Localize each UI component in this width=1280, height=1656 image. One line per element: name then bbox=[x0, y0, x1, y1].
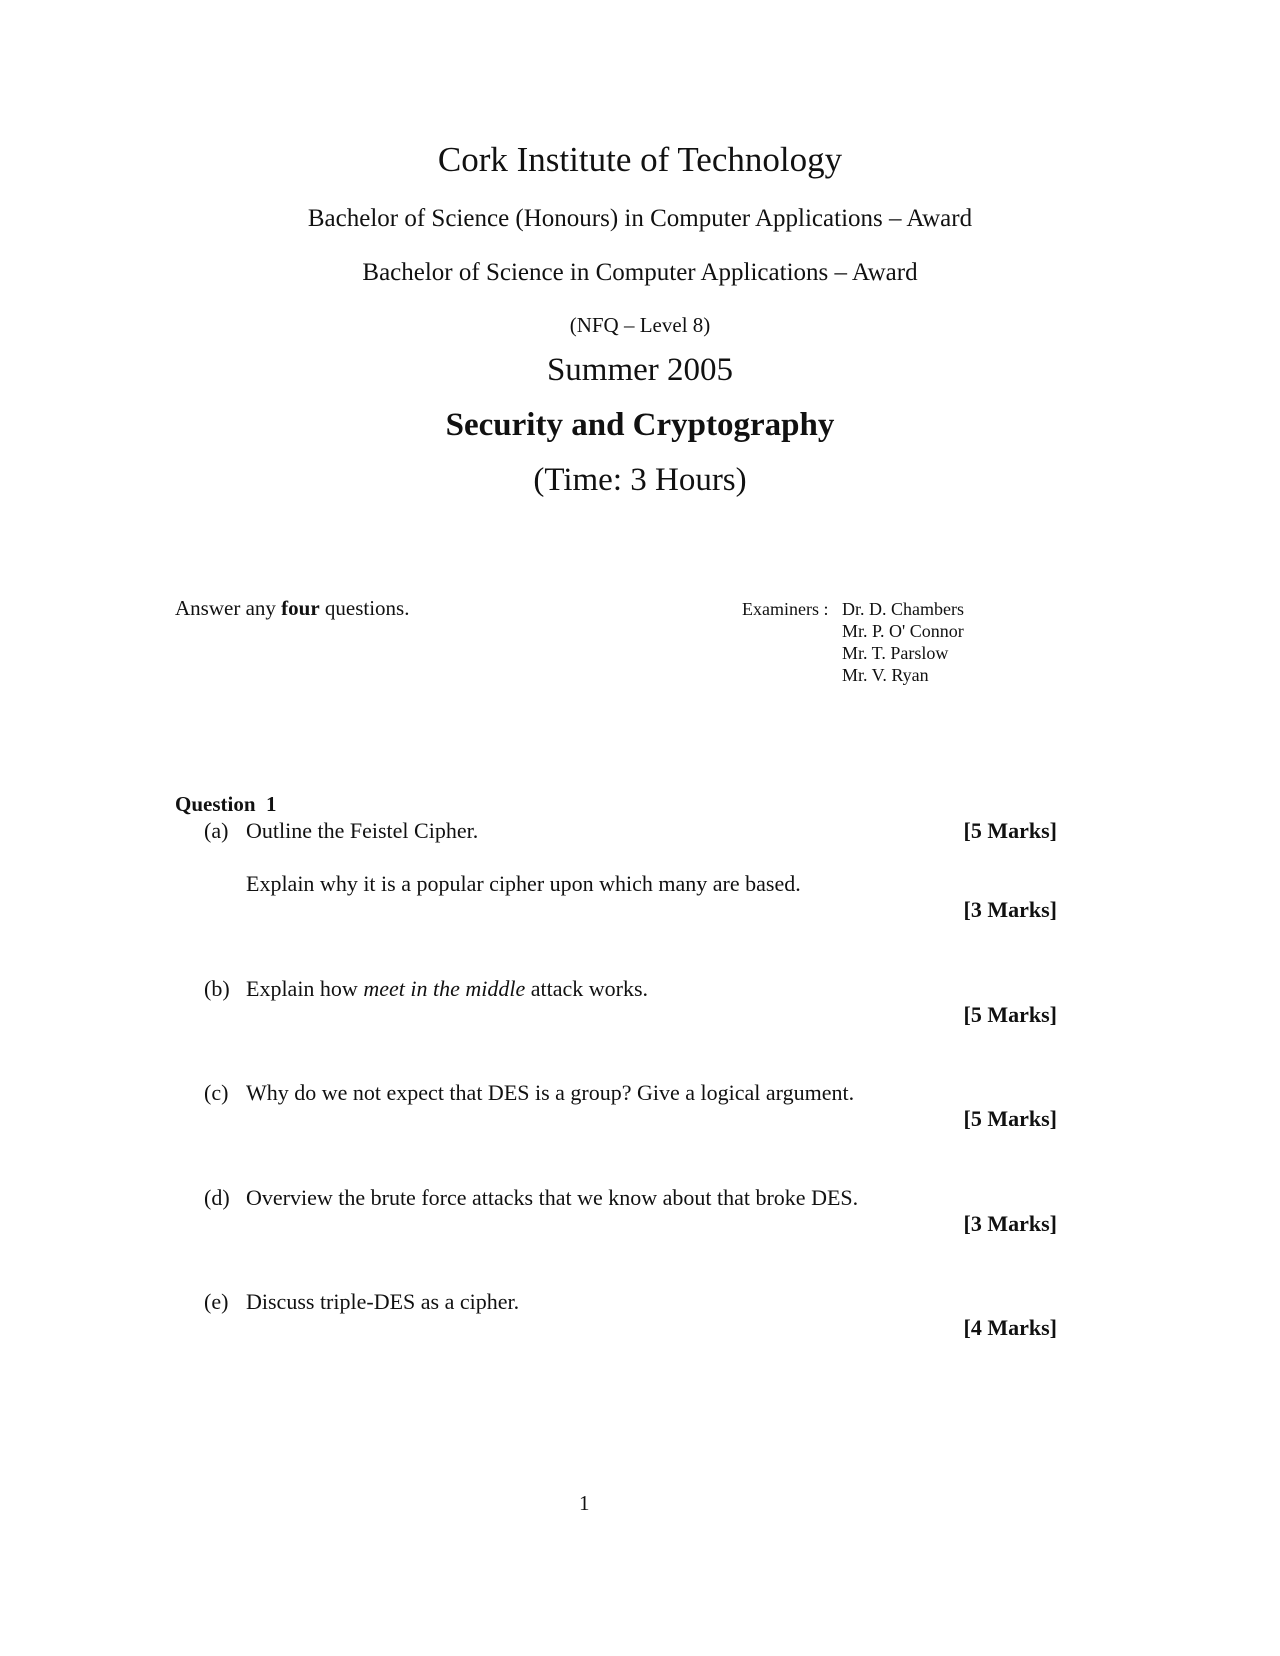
part-text: Why do we not expect that DES is a group? Give a logical argument. bbox=[246, 1080, 855, 1105]
examiners-label: Examiners : bbox=[742, 599, 829, 619]
part-marks: [5 Marks] bbox=[963, 1002, 1057, 1027]
part-text-italic: meet in the middle bbox=[363, 976, 526, 1001]
question-title: Question 1 bbox=[175, 792, 277, 816]
part-text: Explain why it is a popular cipher upon which many are based. bbox=[246, 871, 801, 896]
examiner-name: Dr. D. Chambers bbox=[842, 599, 964, 619]
part-label: (a) bbox=[204, 818, 229, 843]
part-marks: [4 Marks] bbox=[963, 1315, 1057, 1340]
part-label: (b) bbox=[204, 976, 230, 1001]
part-marks: [5 Marks] bbox=[963, 818, 1057, 843]
part-label: (d) bbox=[204, 1185, 230, 1210]
part-marks: [3 Marks] bbox=[963, 1211, 1057, 1236]
part-text: Discuss triple-DES as a cipher. bbox=[246, 1289, 520, 1314]
examiner-name: Mr. V. Ryan bbox=[842, 665, 929, 685]
subject-title: Security and Cryptography bbox=[445, 407, 835, 443]
instructions-prefix: Answer any bbox=[175, 596, 282, 620]
part-text-post: attack works. bbox=[525, 976, 649, 1001]
part-label: (c) bbox=[204, 1080, 229, 1105]
institution-title: Cork Institute of Technology bbox=[437, 140, 843, 179]
examiner-name: Mr. T. Parslow bbox=[842, 643, 949, 663]
exam-duration: (Time: 3 Hours) bbox=[533, 462, 747, 498]
part-text bbox=[246, 976, 648, 1002]
nfq-level: (NFQ – Level 8) bbox=[569, 313, 711, 337]
instructions bbox=[175, 596, 409, 621]
programme-ordinary: Bachelor of Science in Computer Applications – Award bbox=[362, 259, 918, 286]
page-number: 1 bbox=[579, 1491, 590, 1515]
instructions-bold: four bbox=[281, 596, 320, 620]
part-text-pre: Explain how bbox=[246, 976, 364, 1001]
part-text: Outline the Feistel Cipher. bbox=[246, 818, 479, 843]
part-marks: [3 Marks] bbox=[963, 897, 1057, 922]
part-label: (e) bbox=[204, 1289, 229, 1314]
exam-session: Summer 2005 bbox=[546, 352, 734, 388]
part-marks: [5 Marks] bbox=[963, 1106, 1057, 1131]
programme-honours: Bachelor of Science (Honours) in Computer Applications – Award bbox=[307, 205, 973, 232]
part-text: Overview the brute force attacks that we know about that broke DES. bbox=[246, 1185, 859, 1210]
instructions-suffix: questions. bbox=[319, 596, 410, 620]
examiner-name: Mr. P. O' Connor bbox=[842, 621, 964, 641]
